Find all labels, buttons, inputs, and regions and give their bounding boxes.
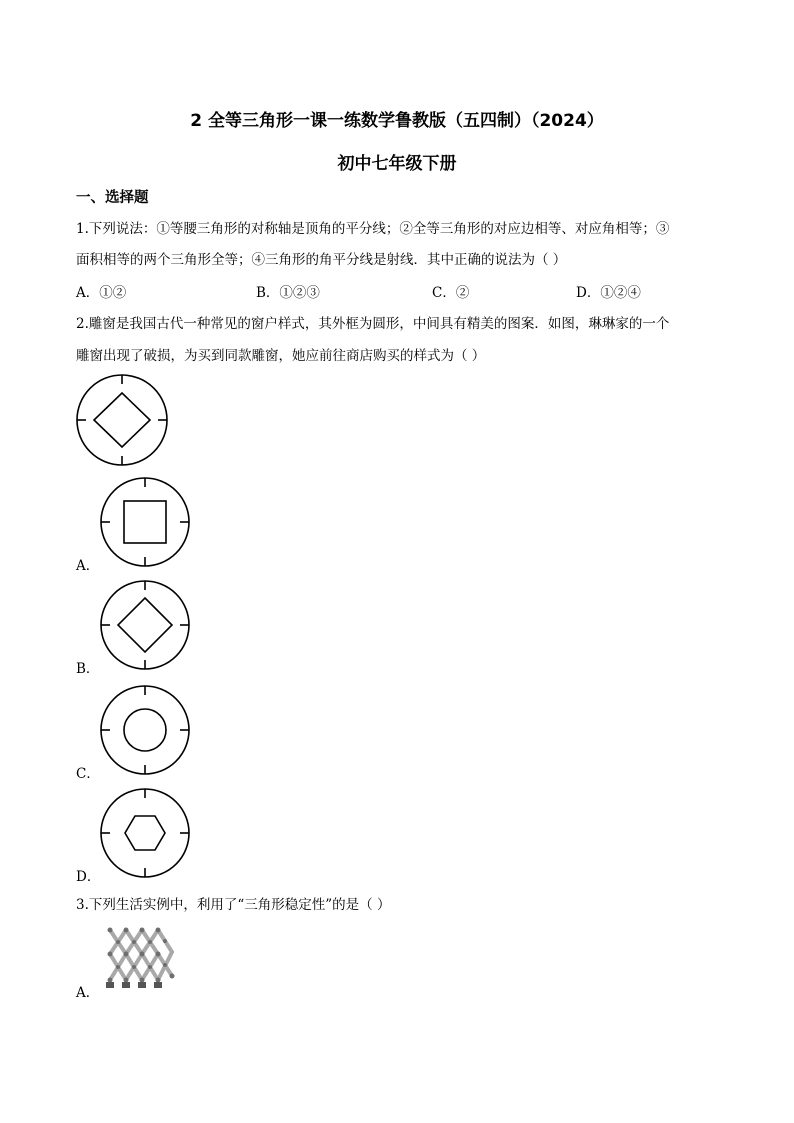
q1-option-d: D．①②④ bbox=[576, 285, 641, 301]
q2-stem-line1: 2.雕窗是我国古代一种常见的窗户样式，其外框为圆形，中间具有精美的图案．如图，琳琳家的一个 bbox=[76, 316, 670, 332]
q2-option-b: B． bbox=[76, 661, 100, 677]
q1-option-a: A．①② bbox=[76, 285, 127, 301]
q3-option-a: A． bbox=[76, 985, 100, 1001]
window-hexagon-pattern-figure bbox=[99, 787, 193, 879]
expandable-lattice-rack-image bbox=[100, 924, 180, 992]
q1-stem-line1: 1.下列说法：①等腰三角形的对称轴是顶角的平分线；②全等三角形的对应边相等、对应角相等；③ bbox=[76, 221, 670, 237]
q1-stem-line2: 面积相等的两个三角形全等；④三角形的角平分线是射线．其中正确的说法为（ ） bbox=[76, 252, 567, 268]
window-square-pattern-figure bbox=[99, 476, 193, 568]
q2-stem-line2: 雕窗出现了破损，为买到同款雕窗，她应前往商店购买的样式为（ ） bbox=[76, 348, 486, 364]
damaged-window-figure bbox=[75, 373, 171, 467]
window-diamond-pattern-figure bbox=[99, 579, 193, 671]
q2-option-a: A． bbox=[76, 558, 100, 574]
q1-option-b: B．①②③ bbox=[256, 285, 320, 301]
section-heading: 一、选择题 bbox=[76, 190, 149, 206]
document-subtitle: 初中七年级下册 bbox=[337, 154, 457, 174]
q2-option-c: C． bbox=[76, 766, 100, 782]
document-title: 2 全等三角形一课一练数学鲁教版（五四制）（2024） bbox=[190, 111, 604, 131]
q3-stem-line1: 3.下列生活实例中，利用了“三角形稳定性”的是（ ） bbox=[76, 897, 391, 913]
q2-option-d: D． bbox=[76, 869, 101, 885]
q1-option-c: C．② bbox=[432, 285, 470, 301]
window-circle-pattern-figure bbox=[99, 684, 193, 776]
